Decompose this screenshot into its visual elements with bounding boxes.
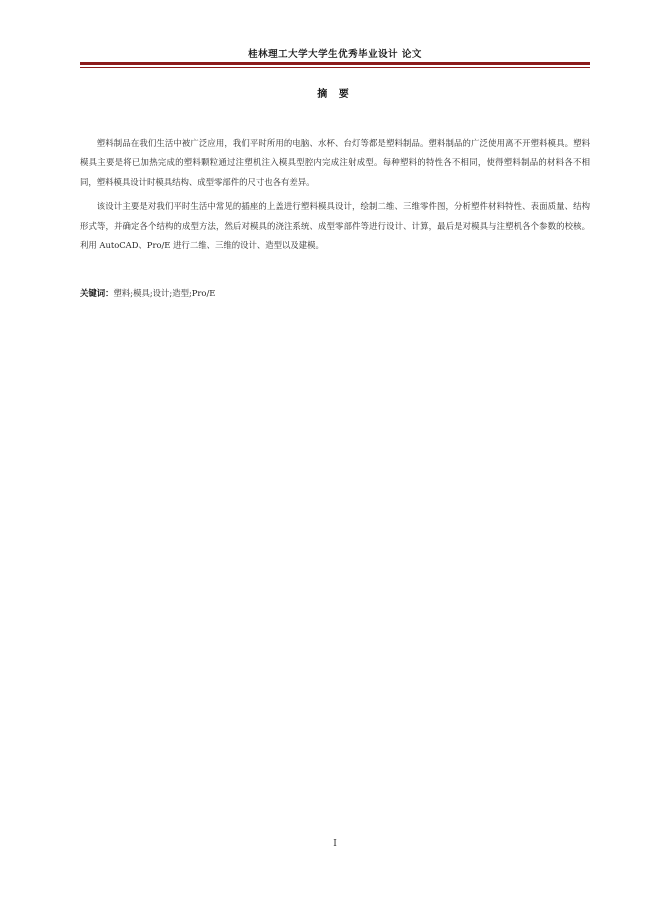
running-header: 桂林理工大学大学生优秀毕业设计 论文	[248, 49, 422, 60]
header-rule-thin	[80, 67, 590, 68]
page-number: I	[333, 839, 337, 849]
keywords-line	[80, 285, 590, 301]
keywords-label: 关键词：	[80, 288, 114, 298]
abstract-body	[80, 134, 590, 260]
abstract-paragraph: 塑料制品在我们生活中被广泛应用，我们平时所用的电脑、水杯、台灯等都是塑料制品。塑料制品的广泛使用离不开塑料模具。塑料模具主要是将已加热完成的塑料颗粒通过注塑机注入模具型腔内完成注射成型。每种塑料的特性各不相同，使得塑料制品的材料各不相同，塑料模具设计时模具结构、成型零部件的尺寸也各有差异。	[80, 138, 590, 187]
header-rule-thick	[80, 62, 590, 65]
abstract-paragraph: 该设计主要是对我们平时生活中常见的插座的上盖进行塑料模具设计，绘制二维、三维零件图，分析塑件材料特性、表面质量、结构形式等，并确定各个结构的成型方法，然后对模具的浇注系统、成型零部件等进行设计、计算，最后是对模具与注塑机各个参数的校核。利用 AutoCAD、Pro/E 进行二维、三维的设计、造型以及建模。	[80, 201, 590, 251]
keywords-value: 塑料;模具;设计;造型;Pro/E	[113, 288, 216, 298]
abstract-title: 摘 要	[317, 89, 353, 100]
